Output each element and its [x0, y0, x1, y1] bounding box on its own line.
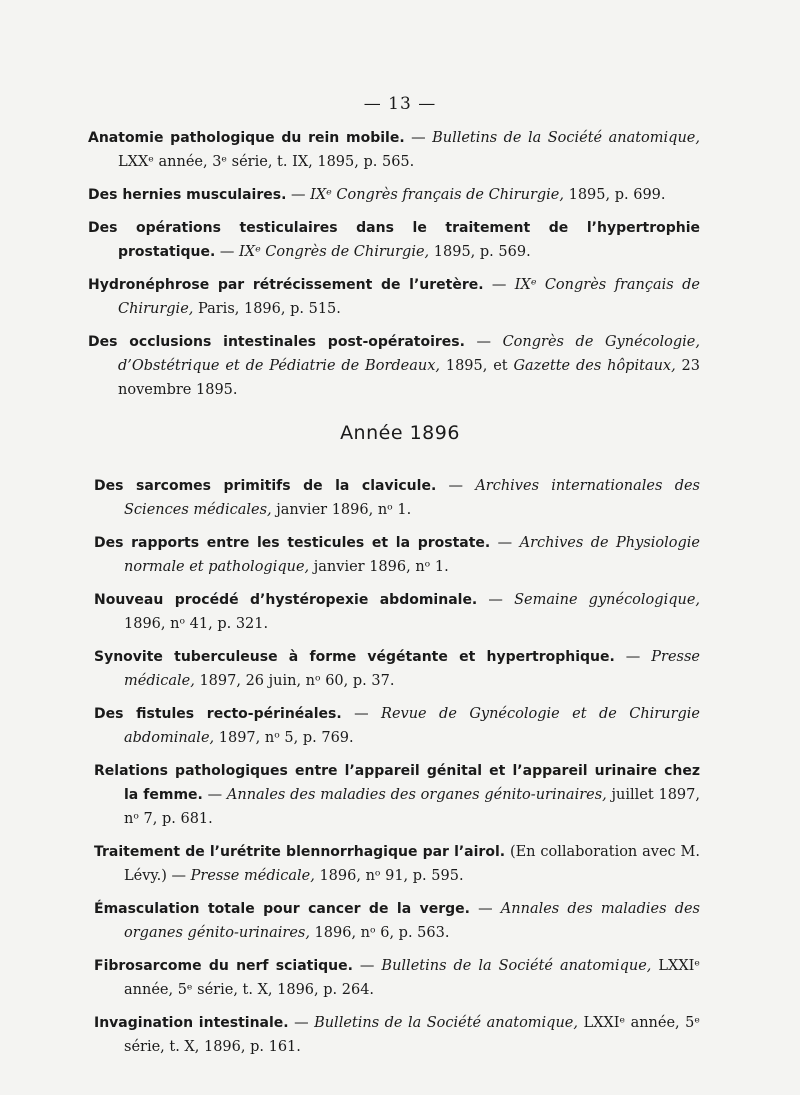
bibliography-entry [94, 645, 700, 693]
entry-source: Bulletins de la Société anatomique, [381, 958, 652, 974]
entry-details: 1895, p. 699. [564, 187, 666, 203]
entry-separator: — [288, 1015, 315, 1031]
entry-separator: — [483, 277, 515, 293]
entry-source: Presse médicale, [190, 868, 315, 884]
entry-details: 1895, et [440, 358, 514, 374]
entry-source: Archives internationales des Sciences médicales, [124, 478, 701, 518]
bibliography-entry [88, 183, 700, 207]
entries-1896-list [94, 474, 700, 1068]
bibliography-entry [88, 126, 700, 174]
page-number: — 13 — [363, 94, 437, 114]
bibliography-entry [88, 273, 700, 321]
entry-source: Bulletins de la Société anatomique, [314, 1015, 578, 1031]
entry-title: Des rapports entre les testicules et la prostate. [94, 535, 491, 551]
section-heading: Année 1896 [340, 422, 460, 444]
entry-separator: — [352, 958, 382, 974]
entry-details: 1895, p. 569. [429, 244, 531, 260]
entry-details: LXXIᵉ année, 5ᵉ série, t. X, 1896, p. 161. [124, 1015, 700, 1055]
bibliography-entry [94, 840, 700, 888]
entry-source: IXᵉ Congrès français de Chirurgie, [310, 187, 564, 203]
entry-details: janvier 1896, nᵒ 1. [271, 502, 412, 518]
entry-separator: — [490, 535, 520, 551]
entry-separator: — [436, 478, 476, 494]
entry-title: Des fistules recto-périnéales. [94, 706, 342, 722]
entry-details: 1897, nᵒ 5, p. 769. [214, 730, 354, 746]
entry-title: Hydronéphrose par rétrécissement de l’uretère. [88, 277, 484, 293]
bibliography-entry [94, 702, 700, 750]
entry-details-secondary: 23 novembre 1895. [118, 358, 700, 398]
entry-separator: — [286, 187, 311, 203]
bibliography-entry [94, 474, 700, 522]
bibliography-entry [94, 954, 700, 1002]
entry-separator: (En collaboration avec M. Lévy.) — [124, 844, 700, 884]
entry-source: Bulletins de la Société anatomique, [432, 130, 700, 146]
entry-details: LXXᵉ année, 3ᵉ série, t. IX, 1895, p. 565. [118, 154, 415, 170]
entry-details: 1896, nᵒ 6, p. 563. [309, 925, 450, 941]
entry-title: Traitement de l’urétrite blennorrhagique par l’airol. [94, 844, 506, 860]
bibliography-entry [94, 759, 700, 831]
entry-separator: — [477, 592, 515, 608]
bibliography-entry [94, 1011, 700, 1059]
entry-source: Archives de Physiologie normale et pathologique, [124, 535, 700, 575]
entry-title: Fibrosarcome du nerf sciatique. [94, 958, 353, 974]
entries-1895-list [88, 126, 700, 411]
entry-source: IXᵉ Congrès de Chirurgie, [239, 244, 430, 260]
bibliography-entry [88, 216, 700, 264]
entry-title: Invagination intestinale. [94, 1015, 289, 1031]
entry-details: janvier 1896, nᵒ 1. [309, 559, 449, 575]
entry-separator: — [341, 706, 382, 722]
entry-separator: — [464, 334, 503, 350]
entry-title: Synovite tuberculeuse à forme végétante et hypertrophique. [94, 649, 615, 665]
entry-details: 1896, nᵒ 41, p. 321. [124, 616, 269, 632]
entry-title: Relations pathologiques entre l’appareil génital et l’appareil urinaire chez la femme. [94, 763, 700, 803]
entry-separator: — [202, 787, 227, 803]
bibliography-entry [94, 897, 700, 945]
entry-source: IXᵉ Congrès français de Chirurgie, [118, 277, 700, 317]
bibliography-entry [94, 531, 700, 579]
bibliography-entry [88, 330, 700, 402]
entry-source: Semaine gynécologique, [514, 592, 701, 608]
entry-title: Des hernies musculaires. [88, 187, 287, 203]
entry-source: Annales des maladies des organes génito-urinaires, [124, 901, 700, 941]
entry-source-secondary: Gazette des hôpitaux, [513, 358, 676, 374]
entry-separator: — [614, 649, 652, 665]
entry-details: 1897, 26 juin, nᵒ 60, p. 37. [194, 673, 395, 689]
entry-source: Congrès de Gynécologie, d’Obstétrique et de Pédiatrie de Bordeaux, [118, 334, 700, 374]
entry-title: Nouveau procédé d’hystéropexie abdominale. [94, 592, 478, 608]
entry-details: juillet 1897, nᵒ 7, p. 681. [124, 787, 700, 827]
entry-details: Paris, 1896, p. 515. [193, 301, 341, 317]
entry-source: Annales des maladies des organes génito-urinaires, [226, 787, 607, 803]
entry-details: LXXIᵉ année, 5ᵉ série, t. X, 1896, p. 264. [124, 958, 700, 998]
entry-title: Émasculation totale pour cancer de la verge. [94, 901, 470, 917]
entry-title: Des occlusions intestinales post-opératoires. [88, 334, 465, 350]
entry-title: Des sarcomes primitifs de la clavicule. [94, 478, 437, 494]
entry-source: Revue de Gynécologie et de Chirurgie abdominale, [124, 706, 701, 746]
entry-separator: — [404, 130, 433, 146]
entry-separator: — [215, 244, 240, 260]
entry-details: 1896, nᵒ 91, p. 595. [314, 868, 464, 884]
entry-title: Anatomie pathologique du rein mobile. [88, 130, 405, 146]
entry-separator: — [469, 901, 501, 917]
bibliography-entry [94, 588, 700, 636]
entry-source: Presse médicale, [124, 649, 700, 689]
entry-title: Des opérations testiculaires dans le traitement de l’hypertrophie prostatique. [88, 220, 700, 260]
